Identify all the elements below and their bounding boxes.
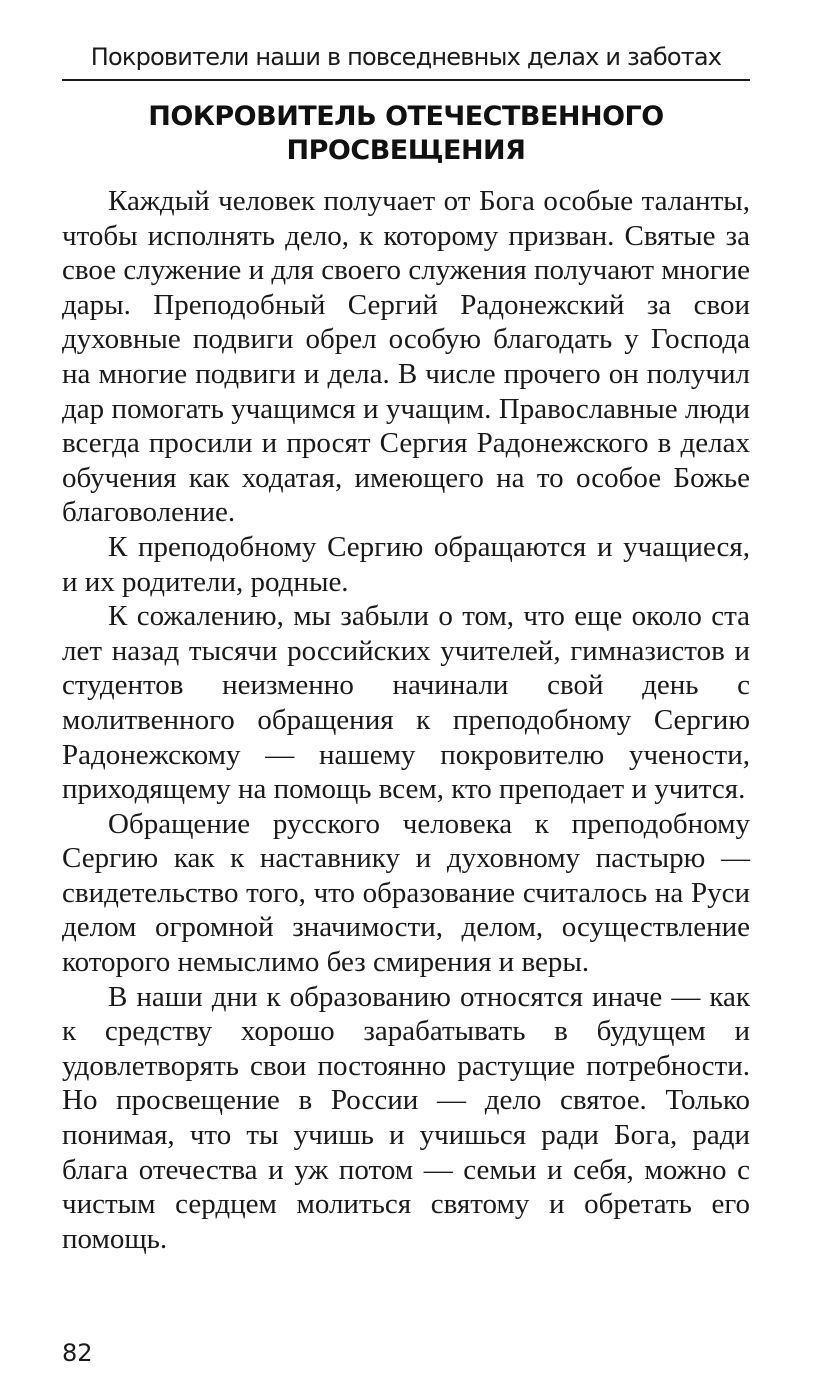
chapter-title-line-1: ПОКРОВИТЕЛЬ ОТЕЧЕСТВЕННОГО — [148, 101, 664, 132]
paragraph-5: В наши дни к образованию относятся иначе — как к средству хорошо зарабатывать в будущем и удовлетворять свои постоянно растущие потребности. Но просвещение в России — дело святое. Только понимая, что ты учишь и учишься ради Бога, ради блага отечества и уж потом — семьи и себя, можно с чистым сердцем молиться святому и обретать его помощь. — [62, 980, 750, 1255]
paragraph-3: К сожалению, мы забыли о том, что еще около ста лет назад тысячи российских учителей, гимназистов и студентов неизменно начинали свой день с молитвенного обращения к преподобному Сергию Радонежскому — нашему покровителю учености, приходящему на помощь всем, кто преподает и учится. — [62, 600, 750, 806]
running-header: Покровители наши в повседневных делах и заботах — [90, 43, 722, 71]
paragraph-2: К преподобному Сергию обращаются и учащиеся, и их родители, родные. — [62, 530, 750, 598]
page-number: 82 — [62, 1339, 93, 1367]
paragraph-1: Каждый человек получает от Бога особые таланты, чтобы исполнять дело, к которому призван. Святые за свое служение и для своего служения получают многие дары. Преподобный Сергий Радонежский за свои духовные подвиги обрел особую благодать у Господа на многие подвиги и дела. В числе прочего он получил дар помогать учащимся и учащим. Православные люди всегда просили и просят Сергия Радонежского в делах обучения как ходатая, имеющего на то особое Божье благоволение. — [62, 185, 750, 529]
chapter-title — [62, 100, 750, 168]
paragraph-4: Обращение русского человека к преподобному Сергию как к наставнику и духовному пастырю — свидетельство того, что образование считалось на Руси делом огромной значимости, делом, осуществление которого немыслимо без смирения и веры. — [62, 807, 750, 979]
body-text — [62, 184, 750, 1256]
chapter-title-line-2: ПРОСВЕЩЕНИЯ — [286, 135, 526, 166]
header-rule — [62, 79, 750, 81]
